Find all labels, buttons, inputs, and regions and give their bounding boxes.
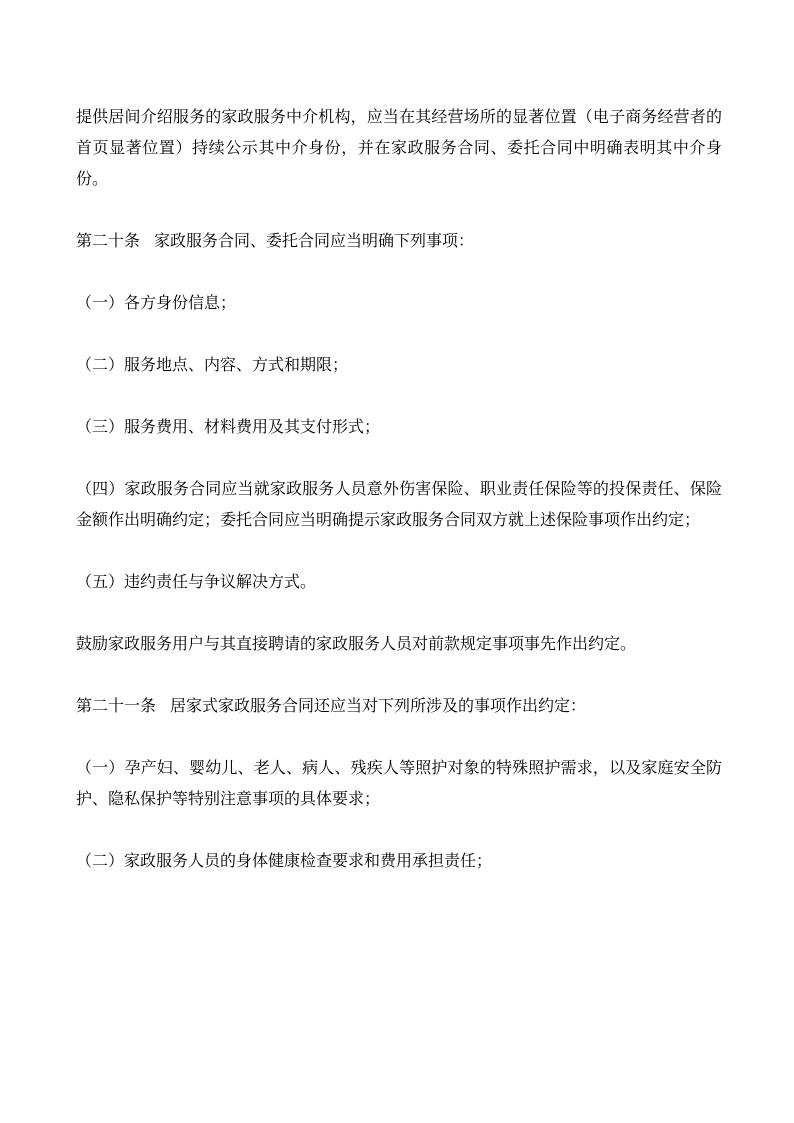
article-20-number: 第二十条 <box>76 231 141 250</box>
article-20-item-1: （一）各方身份信息； <box>76 293 237 312</box>
article-20-item-4: （四）家政服务合同应当就家政服务人员意外伤害保险、职业责任保险等的投保责任、保险金额作出明确约定；委托合同应当明确提示家政服务合同双方就上述保险事项作出约定； <box>76 479 722 529</box>
paragraph-gap <box>76 256 722 287</box>
paragraph-gap <box>76 535 722 566</box>
article-20-item-3: （三）服务费用、材料费用及其支付形式； <box>76 417 381 436</box>
article-21-number: 第二十一条 <box>76 696 157 715</box>
article-21-item-1: （一）孕产妇、婴幼儿、老人、病人、残疾人等照护对象的特殊照护需求，以及家庭安全防护、隐私保护等特别注意事项的具体要求； <box>76 758 722 808</box>
article-20-item-2: （二）服务地点、内容、方式和期限； <box>76 355 349 374</box>
article-20-heading <box>76 225 722 256</box>
paragraph-gap <box>76 721 722 752</box>
article-20-item-5: （五）违约责任与争议解决方式。 <box>76 572 317 591</box>
article-20-text: 家政服务合同、委托合同应当明确下列事项： <box>154 231 475 250</box>
paragraph-gap <box>76 659 722 690</box>
article-21-heading <box>76 690 722 721</box>
document-page <box>76 101 722 876</box>
paragraph-intermediary-disclosure: 提供居间介绍服务的家政服务中介机构，应当在其经营场所的显著位置（电子商务经营者的首页显著位置）持续公示其中介身份，并在家政服务合同、委托合同中明确表明其中介身份。 <box>76 107 722 188</box>
paragraph-gap <box>76 194 722 225</box>
paragraph-gap <box>76 814 722 845</box>
paragraph-gap <box>76 597 722 628</box>
article-21-item-2: （二）家政服务人员的身体健康检查要求和费用承担责任； <box>76 851 493 870</box>
article-20-encouragement: 鼓励家政服务用户与其直接聘请的家政服务人员对前款规定事项事先作出约定。 <box>76 634 637 653</box>
article-21-text: 居家式家政服务合同还应当对下列所涉及的事项作出约定： <box>170 696 587 715</box>
paragraph-gap <box>76 442 722 473</box>
paragraph-gap <box>76 380 722 411</box>
paragraph-gap <box>76 318 722 349</box>
